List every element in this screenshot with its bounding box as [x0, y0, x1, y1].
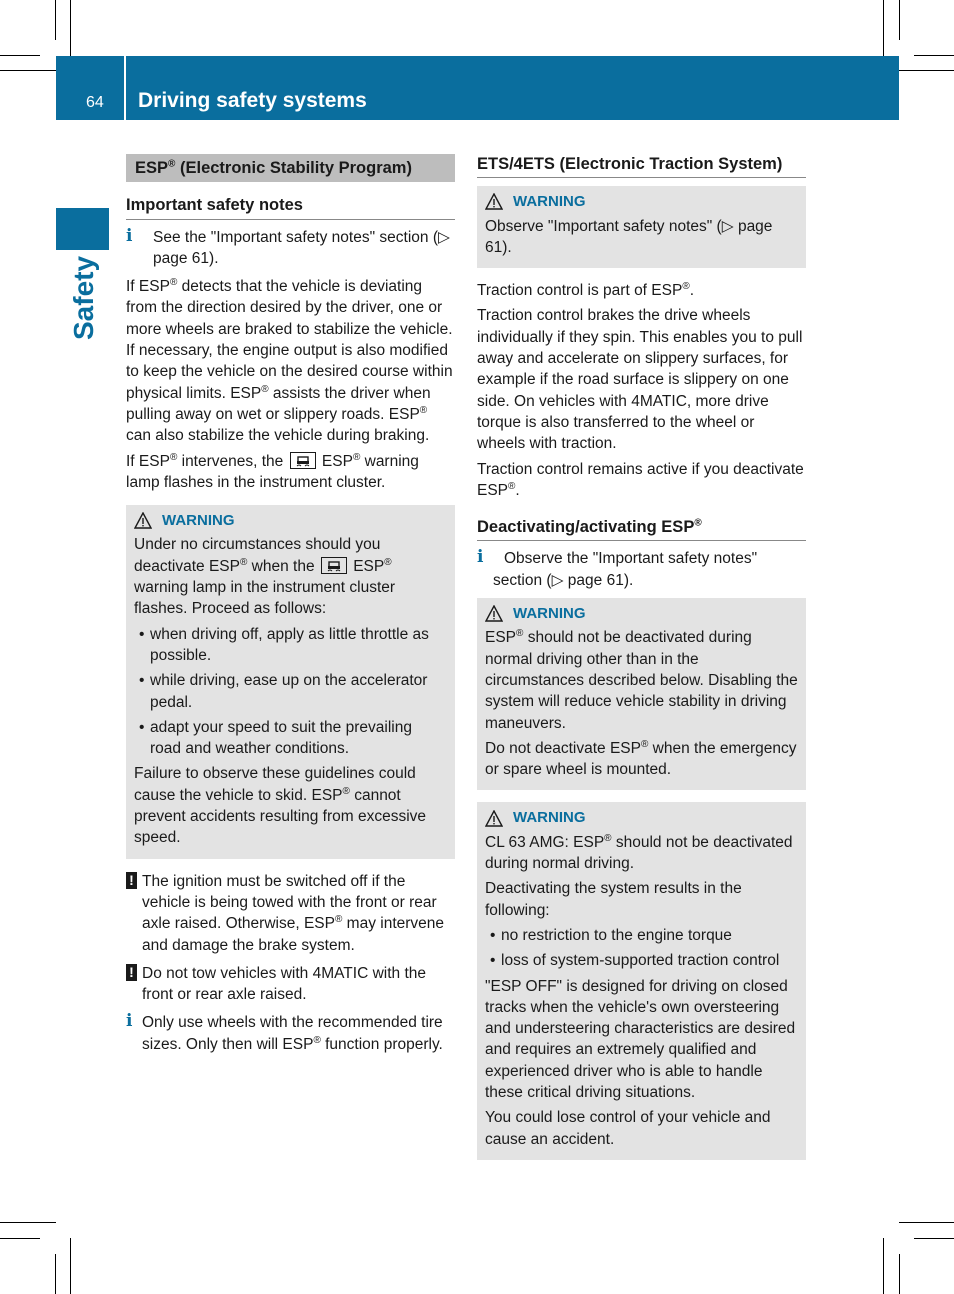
warning-text: Do not deactivate ESP® when the emergency or spare wheel is mounted. [485, 738, 797, 779]
warning-text [134, 534, 447, 619]
crop-mark [55, 1254, 56, 1294]
list-item: • no restriction to the engine torque [485, 925, 798, 946]
warning-text: Deactivating the system results in the following: [485, 880, 742, 919]
paragraph: Traction control brakes the drive wheels individually if they spin. This enables you to pull away and accelerate on slippery surfaces, for example if the road surface is slippery on one side. On vehicles with 4MATIC, more drive torque is also transferred to the wheel or wheels with traction. [477, 307, 803, 453]
crop-mark [899, 0, 900, 40]
subheading: Important safety notes [126, 195, 455, 219]
crop-mark [899, 1254, 900, 1294]
right-column [477, 154, 806, 1172]
info-note-text: See the "Important safety notes" section (▷ page 61). [153, 228, 450, 267]
left-column [126, 154, 455, 1062]
paragraph-text: If ESP® intervenes, the [126, 451, 284, 470]
warning-text-part: ESP® warning lamp in the instrument cluster flashes. Proceed as follows: [134, 556, 396, 618]
list-item: • adapt your speed to suit the prevailing road and weather conditions. [134, 717, 447, 760]
section-heading: ETS/4ETS (Electronic Traction System) [477, 154, 806, 178]
section-title: ESP® (Electronic Stability Program) [126, 154, 455, 182]
crop-mark [899, 70, 954, 71]
warning-header [134, 510, 447, 531]
warning-text: You could lose control of your vehicle and cause an accident. [485, 1109, 771, 1148]
warning-closing: Failure to observe these guidelines could cause the vehicle to skid. ESP® cannot prevent accidents resulting from excessive speed. [134, 765, 427, 847]
warning-list [134, 624, 447, 760]
warning-label: WARNING [513, 809, 586, 827]
caution-note-text: The ignition must be switched off if the vehicle is being towed with the front or rear axle raised. Otherwise, ESP® may intervene and damage the brake system. [142, 872, 445, 954]
warning-label: WARNING [513, 605, 586, 623]
warning-text: "ESP OFF" is designed for driving on closed tracks when the vehicle's own oversteering and understeering characteristics are desired and requires an extremely qualified and experienced driver who is able to handle these critical driving situations. [485, 977, 796, 1101]
esp-warning-lamp-icon [290, 452, 316, 469]
warning-header [485, 807, 798, 828]
info-note [126, 227, 455, 270]
crop-mark [0, 1222, 56, 1223]
info-icon: i [126, 1011, 133, 1032]
caution-note-text: Do not tow vehicles with 4MATIC with the front or rear axle raised. [142, 964, 426, 1004]
crop-mark [0, 1238, 40, 1239]
crop-mark [914, 1238, 954, 1239]
paragraph: If ESP® detects that the vehicle is deviating from the direction desired by the driver, one or more wheels are braked to stabilize the vehicle. If necessary, the engine output is also modified to keep the vehicle on the desired course within physical limits. ESP® assists the driver when pulling away on wet or slippery roads. ESP® can also stabilize the vehicle during braking. [126, 277, 453, 445]
list-item: • while driving, ease up on the accelerator pedal. [134, 670, 447, 713]
esp-warning-lamp-icon [321, 557, 347, 574]
crop-mark [0, 55, 40, 56]
list-item: • when driving off, apply as little throttle as possible. [134, 624, 447, 667]
info-note-text: Observe the "Important safety notes" section (▷ page 61). [493, 550, 758, 589]
warning-header [485, 603, 798, 624]
info-note [477, 548, 806, 591]
warning-box [477, 186, 806, 268]
header-divider [124, 56, 126, 120]
warning-box [477, 598, 806, 790]
warning-triangle-icon [485, 810, 503, 827]
page-number: 64 [86, 94, 104, 111]
subheading: Deactivating/activating ESP® [477, 517, 806, 541]
paragraph [126, 451, 455, 494]
paragraph: Traction control remains active if you deactivate ESP®. [477, 460, 804, 499]
caution-note [126, 871, 455, 956]
exclamation-icon: ! [126, 872, 137, 889]
warning-box [477, 802, 806, 1159]
warning-text: ESP® should not be deactivated during normal driving other than in the circumstances described below. Disabling the system will reduce vehicle stability in driving maneuvers. [485, 628, 798, 732]
crop-mark [55, 0, 56, 40]
list-item: • loss of system-supported traction control [485, 950, 798, 971]
info-icon: i [126, 225, 133, 246]
crop-mark [883, 0, 884, 56]
info-note [126, 1012, 455, 1055]
warning-header [485, 191, 798, 212]
warning-list [485, 925, 798, 972]
warning-text: CL 63 AMG: ESP® should not be deactivated during normal driving. [485, 832, 793, 873]
info-icon: i [477, 547, 484, 568]
page-title: Driving safety systems [138, 89, 367, 112]
warning-triangle-icon [134, 512, 152, 529]
exclamation-icon: ! [126, 964, 137, 981]
warning-text-part: Under no circumstances should you deactivate ESP® when the [134, 536, 381, 575]
crop-mark [914, 55, 954, 56]
warning-label: WARNING [162, 512, 235, 530]
side-tab-marker [56, 208, 109, 250]
caution-note [126, 963, 455, 1006]
warning-triangle-icon [485, 193, 503, 210]
info-note-text: Only use wheels with the recommended tire sizes. Only then will ESP® function properly. [142, 1014, 443, 1053]
crop-mark [70, 0, 71, 56]
crop-mark [0, 70, 56, 71]
warning-text: Observe "Important safety notes" (▷ page 61). [485, 217, 773, 256]
warning-triangle-icon [485, 605, 503, 622]
crop-mark [899, 1222, 954, 1223]
crop-mark [883, 1238, 884, 1294]
side-tab-label: Safety [68, 255, 99, 340]
page-header [56, 56, 899, 120]
crop-mark [70, 1238, 71, 1294]
paragraph: Traction control is part of ESP®. [477, 281, 695, 300]
paragraph-text: ESP® warning lamp flashes in the instrument cluster. [126, 451, 419, 491]
warning-box [126, 505, 455, 858]
warning-label: WARNING [513, 193, 586, 211]
